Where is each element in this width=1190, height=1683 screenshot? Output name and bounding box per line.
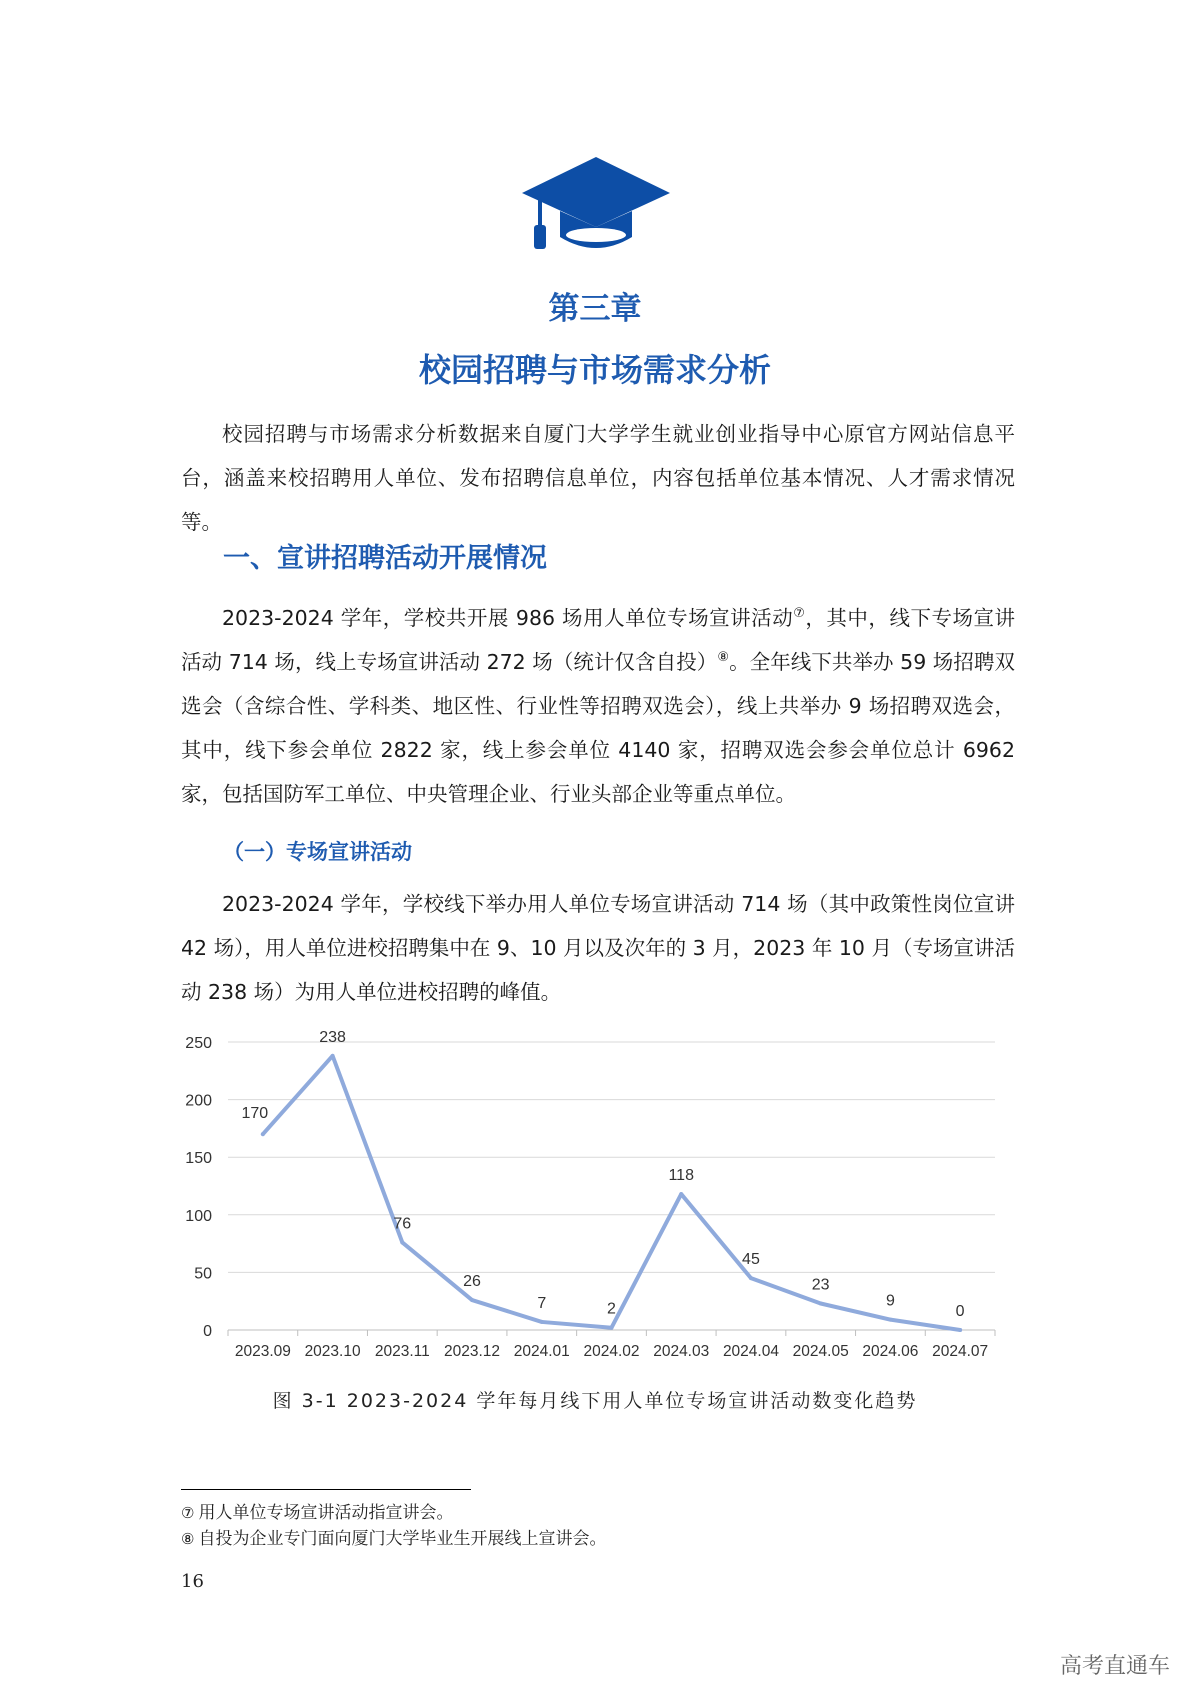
x-tick-label: 2024.07 [932,1343,989,1360]
x-tick-label: 2024.05 [792,1343,849,1360]
data-point [261,1132,265,1136]
x-tick-label: 2023.11 [374,1343,430,1360]
data-label: 2 [607,1300,616,1318]
x-tick-label: 2024.04 [722,1343,779,1360]
page-number: 16 [181,1571,204,1592]
intro-paragraph: 校园招聘与市场需求分析数据来自厦门大学学生就业创业指导中心原官方网站信息平台，涵盖来校招聘用人单位、发布招聘信息单位，内容包括单位基本情况、人才需求情况等。 [181,422,1015,534]
watermark: 高考直通车 [1059,1654,1170,1679]
data-label: 9 [885,1292,895,1310]
x-tick-label: 2024.01 [513,1343,570,1360]
data-label: 76 [393,1215,412,1233]
y-tick-label: 150 [185,1150,212,1168]
x-tick-label: 2023.10 [304,1343,361,1360]
graduation-cap-icon [518,155,674,259]
footnote-ref-8: ⑧ [717,650,730,666]
y-tick-label: 200 [185,1092,212,1110]
data-label: 7 [537,1294,547,1312]
data-point [819,1302,823,1306]
x-tick-label: 2023.12 [444,1343,501,1360]
data-point [540,1320,544,1324]
y-tick-label: 100 [185,1207,212,1225]
x-tick-label: 2024.06 [862,1343,919,1360]
x-tick-label: 2024.02 [583,1343,640,1360]
chapter-title: 校园招聘与市场需求分析 [418,351,771,389]
footnote-mark: ⑧ [181,1530,195,1548]
data-label: 170 [241,1105,269,1123]
footnote-8 [181,1524,606,1549]
data-label: 23 [811,1276,830,1294]
section-paragraph-part-a: 2023-2024 学年，学校共开展 986 场用人单位专场宣讲活动 [222,606,794,630]
data-point [679,1192,683,1196]
data-point [331,1054,335,1058]
x-tick-label: 2023.09 [234,1343,291,1360]
chapter-number: 第三章 [548,291,642,327]
figure-caption: 图 3-1 2023-2024 学年每月线下用人单位专场宣讲活动数变化趋势 [272,1390,918,1412]
data-point [749,1276,753,1280]
section-paragraph [181,596,1015,816]
data-label: 0 [955,1303,965,1320]
y-tick-label: 250 [185,1035,212,1052]
footnote-divider [181,1489,471,1490]
footnote-text: 用人单位专场宣讲活动指宣讲会。 [198,1503,454,1523]
y-tick-label: 0 [203,1323,212,1340]
footnote-7 [181,1498,453,1523]
data-label: 26 [463,1273,481,1291]
series-line [263,1056,960,1330]
data-label: 45 [742,1251,760,1269]
footnote-text: 自投为企业专门面向厦门大学毕业生开展线上宣讲会。 [198,1529,607,1549]
section-heading: 一、宣讲招聘活动开展情况 [223,543,547,574]
line-chart [180,1020,1010,1360]
subsection-paragraph: 2023-2024 学年，学校线下举办用人单位专场宣讲活动 714 场（其中政策性岗位宣讲 42 场），用人单位进校招聘集中在 9、10 月以及次年的 3 月，2023 年 10 月（专场宣讲活动 238 场）为用人单位进校招聘的峰值。 [181,892,1015,1004]
data-point [888,1318,892,1322]
subsection-heading: （一）专场宣讲活动 [223,840,412,864]
data-point [610,1326,614,1330]
y-tick-label: 50 [194,1265,212,1283]
footnote-mark: ⑦ [181,1504,195,1522]
data-point [958,1328,962,1332]
section-paragraph-part-b: ，其中，线下专场宣讲活动 714 场，线上专场宣讲活动 272 场（统计仅含自投） [181,606,1016,674]
footnote-ref-7: ⑦ [793,606,806,622]
x-tick-label: 2024.03 [653,1343,710,1360]
data-point [470,1298,474,1302]
data-label: 238 [319,1028,346,1046]
data-point [400,1240,404,1244]
section-paragraph-part-c: 。全年线下共举办 59 场招聘双选会（含综合性、学科类、地区性、行业性等招聘双选会），线上共举办 9 场招聘双选会，其中，线下参会单位 2822 家，线上参会单位 4140 家，招聘双选会参会单位总计 6962 家，包括国防军工单位、中央管理企业、行业头部企业等重点单位。 [181,650,1015,806]
data-label: 118 [668,1167,694,1185]
